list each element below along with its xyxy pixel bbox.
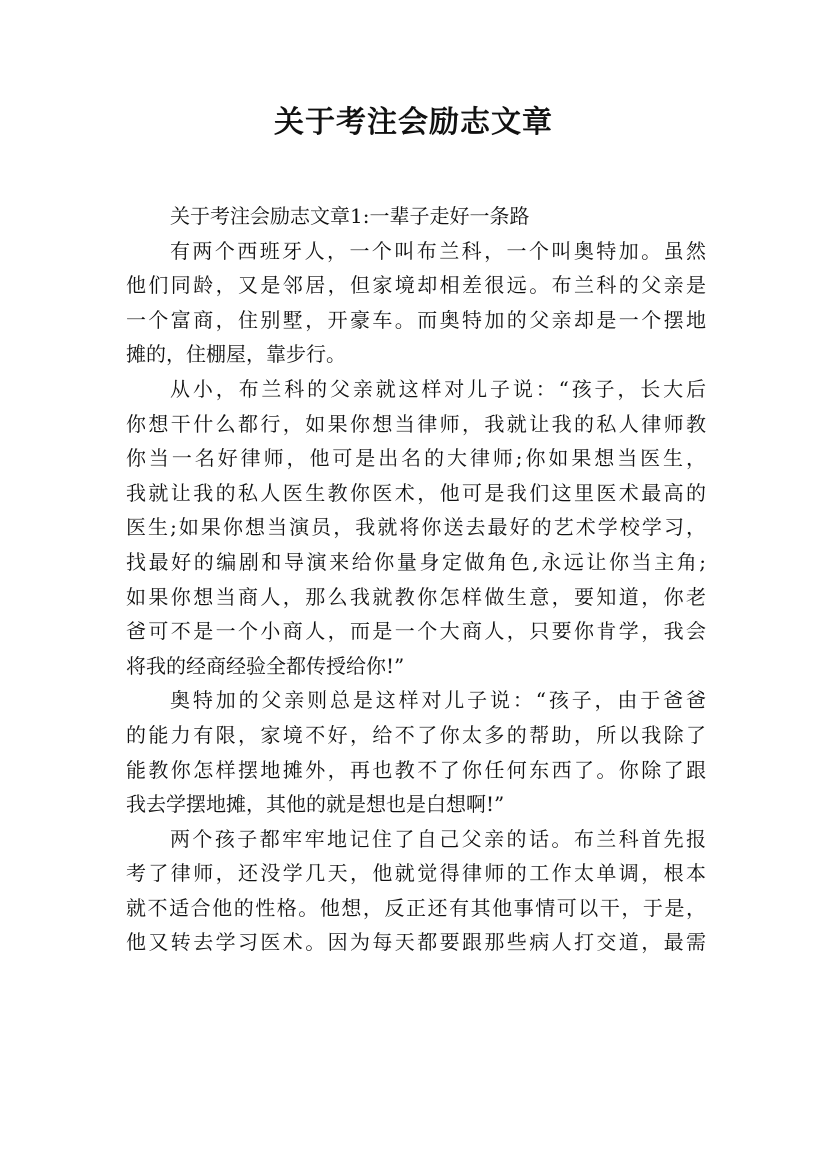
text-line: 考了律师，还没学几天，他就觉得律师的工作太单调，根本: [126, 861, 706, 886]
text-line: 医生;如果你想当演员，我就将你送去最好的艺术学校学习，: [126, 515, 706, 540]
text-line: 找最好的编剧和导演来给你量身定做角色,永远让你当主角;: [126, 549, 706, 574]
text-line: 爸可不是一个小商人，而是一个大商人，只要你肯学，我会: [126, 619, 706, 644]
document-body: [126, 199, 706, 960]
document-title: 关于考注会励志文章: [274, 105, 553, 140]
text-line: 两个孩子都牢牢地记住了自己父亲的话。布兰科首先报: [170, 826, 706, 851]
text-line: 我就让我的私人医生教你医术，他可是我们这里医术最高的: [126, 480, 706, 505]
text-line: 我去学摆地摊，其他的就是想也是白想啊!”: [126, 792, 505, 817]
text-line: 奥特加的父亲则总是这样对儿子说：“孩子，由于爸爸: [170, 688, 706, 713]
text-line: 能教你怎样摆地摊外，再也教不了你任何东西了。你除了跟: [126, 757, 706, 782]
text-line: 一个富商，住别墅，开豪车。而奥特加的父亲却是一个摆地: [126, 307, 706, 332]
text-line: 如果你想当商人，那么我就教你怎样做生意，要知道，你老: [126, 584, 706, 609]
text-line: 你想干什么都行，如果你想当律师，我就让我的私人律师教: [126, 411, 706, 436]
text-line: 他又转去学习医术。因为每天都要跟那些病人打交道，最需: [126, 930, 706, 955]
text-line: 有两个西班牙人，一个叫布兰科，一个叫奥特加。虽然: [170, 238, 706, 263]
text-line: 就不适合他的性格。他想，反正还有其他事情可以干，于是，: [126, 895, 706, 920]
text-line: 你当一名好律师，他可是出名的大律师;你如果想当医生，: [126, 446, 706, 471]
text-line: 关于考注会励志文章1:一辈子走好一条路: [170, 204, 530, 228]
text-line: 将我的经商经验全都传授给你!”: [126, 653, 405, 678]
text-line: 摊的，住棚屋，靠步行。: [126, 342, 346, 367]
text-line: 的能力有限，家境不好，给不了你太多的帮助，所以我除了: [126, 722, 706, 747]
text-line: 他们同龄，又是邻居，但家境却相差很远。布兰科的父亲是: [126, 273, 706, 298]
text-line: 从小，布兰科的父亲就这样对儿子说：“孩子，长大后: [170, 376, 706, 401]
